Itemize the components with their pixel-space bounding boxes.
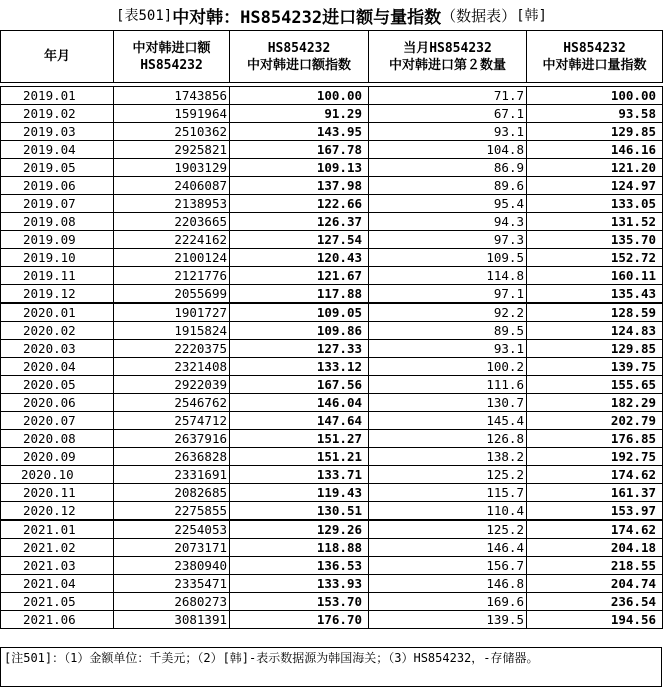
cell-import-value: 2637916 bbox=[114, 430, 230, 448]
cell-quantity-index: 161.37 bbox=[527, 484, 663, 502]
cell-value-index: 176.70 bbox=[230, 611, 369, 629]
cell-import-value: 2331691 bbox=[114, 466, 230, 484]
cell-value-index: 167.78 bbox=[230, 141, 369, 159]
cell-month: 2021.04 bbox=[1, 575, 114, 593]
cell-quantity-index: 124.83 bbox=[527, 322, 663, 340]
cell-quantity-index: 160.11 bbox=[527, 267, 663, 285]
cell-value-index: 147.64 bbox=[230, 412, 369, 430]
cell-quantity: 125.2 bbox=[369, 520, 527, 539]
cell-import-value: 1901727 bbox=[114, 303, 230, 322]
table-row bbox=[1, 575, 663, 593]
cell-quantity-index: 93.58 bbox=[527, 105, 663, 123]
cell-month: 2019.04 bbox=[1, 141, 114, 159]
cell-quantity: 126.8 bbox=[369, 430, 527, 448]
cell-quantity: 93.1 bbox=[369, 123, 527, 141]
cell-month: 2020.04 bbox=[1, 358, 114, 376]
cell-import-value: 1903129 bbox=[114, 159, 230, 177]
cell-month: 2019.09 bbox=[1, 231, 114, 249]
header-value-index-line2: 中对韩进口额指数 bbox=[246, 57, 351, 73]
cell-quantity: 110.4 bbox=[369, 502, 527, 521]
table-row bbox=[1, 141, 663, 159]
cell-month: 2020.01 bbox=[1, 303, 114, 322]
cell-quantity-index: 204.18 bbox=[527, 539, 663, 557]
table-row bbox=[1, 340, 663, 358]
cell-value-index: 153.70 bbox=[230, 593, 369, 611]
cell-value-index: 126.37 bbox=[230, 213, 369, 231]
table-row bbox=[1, 303, 663, 322]
cell-value-index: 119.43 bbox=[230, 484, 369, 502]
cell-month: 2020.07 bbox=[1, 412, 114, 430]
cell-month: 2019.05 bbox=[1, 159, 114, 177]
cell-month: 2019.12 bbox=[1, 285, 114, 304]
header-value-index bbox=[230, 31, 369, 83]
cell-quantity: 146.4 bbox=[369, 539, 527, 557]
cell-month: 2019.10 bbox=[1, 249, 114, 267]
cell-value-index: 137.98 bbox=[230, 177, 369, 195]
cell-quantity: 115.7 bbox=[369, 484, 527, 502]
cell-month: 2020.05 bbox=[1, 376, 114, 394]
cell-quantity: 94.3 bbox=[369, 213, 527, 231]
table-title bbox=[0, 0, 663, 30]
table-row bbox=[1, 105, 663, 123]
cell-import-value: 2275855 bbox=[114, 502, 230, 521]
cell-value-index: 133.71 bbox=[230, 466, 369, 484]
cell-quantity-index: 139.75 bbox=[527, 358, 663, 376]
cell-month: 2021.02 bbox=[1, 539, 114, 557]
cell-quantity: 86.9 bbox=[369, 159, 527, 177]
cell-quantity: 111.6 bbox=[369, 376, 527, 394]
table-row bbox=[1, 249, 663, 267]
cell-value-index: 120.43 bbox=[230, 249, 369, 267]
cell-quantity-index: 176.85 bbox=[527, 430, 663, 448]
cell-import-value: 2220375 bbox=[114, 340, 230, 358]
table-row bbox=[1, 358, 663, 376]
table-row bbox=[1, 520, 663, 539]
cell-import-value: 2203665 bbox=[114, 213, 230, 231]
cell-value-index: 129.26 bbox=[230, 520, 369, 539]
cell-import-value: 2406087 bbox=[114, 177, 230, 195]
cell-quantity: 71.7 bbox=[369, 87, 527, 105]
cell-value-index: 100.00 bbox=[230, 87, 369, 105]
cell-value-index: 143.95 bbox=[230, 123, 369, 141]
cell-quantity-index: 174.62 bbox=[527, 520, 663, 539]
header-quantity-index bbox=[527, 31, 663, 83]
cell-quantity-index: 192.75 bbox=[527, 448, 663, 466]
cell-quantity: 146.8 bbox=[369, 575, 527, 593]
cell-quantity-index: 182.29 bbox=[527, 394, 663, 412]
table-row bbox=[1, 177, 663, 195]
cell-value-index: 117.88 bbox=[230, 285, 369, 304]
cell-quantity-index: 100.00 bbox=[527, 87, 663, 105]
cell-quantity-index: 153.97 bbox=[527, 502, 663, 521]
cell-quantity-index: 128.59 bbox=[527, 303, 663, 322]
table-row bbox=[1, 430, 663, 448]
data-table bbox=[0, 30, 663, 629]
cell-value-index: 136.53 bbox=[230, 557, 369, 575]
cell-import-value: 2138953 bbox=[114, 195, 230, 213]
cell-quantity-index: 174.62 bbox=[527, 466, 663, 484]
cell-quantity: 138.2 bbox=[369, 448, 527, 466]
cell-quantity-index: 218.55 bbox=[527, 557, 663, 575]
cell-quantity: 67.1 bbox=[369, 105, 527, 123]
cell-quantity: 97.3 bbox=[369, 231, 527, 249]
cell-month: 2019.11 bbox=[1, 267, 114, 285]
table-row bbox=[1, 611, 663, 629]
cell-month: 2020.02 bbox=[1, 322, 114, 340]
cell-import-value: 2321408 bbox=[114, 358, 230, 376]
header-import-value-line2: HS854232 bbox=[140, 57, 203, 73]
cell-month: 2021.01 bbox=[1, 520, 114, 539]
cell-month: 2020.10 bbox=[1, 466, 114, 484]
cell-quantity-index: 135.43 bbox=[527, 285, 663, 304]
cell-month: 2021.03 bbox=[1, 557, 114, 575]
cell-month: 2020.09 bbox=[1, 448, 114, 466]
header-quantity bbox=[369, 31, 527, 83]
cell-quantity: 93.1 bbox=[369, 340, 527, 358]
cell-month: 2019.01 bbox=[1, 87, 114, 105]
header-import-value-line1: 中对韩进口额 bbox=[132, 40, 211, 56]
cell-quantity-index: 204.74 bbox=[527, 575, 663, 593]
cell-import-value: 2100124 bbox=[114, 249, 230, 267]
cell-import-value: 2922039 bbox=[114, 376, 230, 394]
cell-quantity: 89.6 bbox=[369, 177, 527, 195]
cell-quantity-index: 202.79 bbox=[527, 412, 663, 430]
header-value-index-line1: HS854232 bbox=[267, 40, 331, 56]
cell-month: 2019.08 bbox=[1, 213, 114, 231]
cell-quantity: 130.7 bbox=[369, 394, 527, 412]
cell-import-value: 1743856 bbox=[114, 87, 230, 105]
table-row bbox=[1, 159, 663, 177]
cell-import-value: 2636828 bbox=[114, 448, 230, 466]
header-quantity-index-line1: HS854232 bbox=[563, 40, 626, 56]
cell-value-index: 118.88 bbox=[230, 539, 369, 557]
table-row bbox=[1, 557, 663, 575]
table-row bbox=[1, 502, 663, 521]
cell-quantity: 114.8 bbox=[369, 267, 527, 285]
table-row bbox=[1, 213, 663, 231]
table-row bbox=[1, 376, 663, 394]
cell-quantity-index: 152.72 bbox=[527, 249, 663, 267]
title-subtitle: （数据表） bbox=[441, 6, 517, 25]
table-row bbox=[1, 593, 663, 611]
cell-value-index: 127.33 bbox=[230, 340, 369, 358]
cell-import-value: 3081391 bbox=[114, 611, 230, 629]
table-row bbox=[1, 466, 663, 484]
header-quantity-line2: 中对韩进口第２数量 bbox=[388, 57, 506, 73]
cell-quantity: 125.2 bbox=[369, 466, 527, 484]
cell-quantity-index: 155.65 bbox=[527, 376, 663, 394]
cell-quantity: 100.2 bbox=[369, 358, 527, 376]
header-month: 年月 bbox=[1, 31, 114, 83]
cell-value-index: 121.67 bbox=[230, 267, 369, 285]
table-row bbox=[1, 285, 663, 304]
header-quantity-index-line2: 中对韩进口量指数 bbox=[542, 57, 647, 73]
cell-quantity-index: 131.52 bbox=[527, 213, 663, 231]
cell-value-index: 109.86 bbox=[230, 322, 369, 340]
table-body bbox=[1, 83, 663, 629]
title-prefix: [表501] bbox=[116, 8, 173, 24]
table-row bbox=[1, 231, 663, 249]
cell-import-value: 2680273 bbox=[114, 593, 230, 611]
cell-import-value: 2925821 bbox=[114, 141, 230, 159]
header-quantity-line1: 当月HS854232 bbox=[403, 40, 492, 56]
cell-value-index: 109.05 bbox=[230, 303, 369, 322]
footnote: [注501]：（1）金额单位：千美元；（2）[韩]-表示数据源为韩国海关；（3）HS854232，-存储器。 bbox=[0, 647, 662, 687]
cell-quantity: 156.7 bbox=[369, 557, 527, 575]
table-row bbox=[1, 394, 663, 412]
cell-quantity: 169.6 bbox=[369, 593, 527, 611]
table-row bbox=[1, 322, 663, 340]
cell-quantity: 95.4 bbox=[369, 195, 527, 213]
cell-value-index: 127.54 bbox=[230, 231, 369, 249]
table-row bbox=[1, 539, 663, 557]
cell-value-index: 133.93 bbox=[230, 575, 369, 593]
cell-import-value: 2380940 bbox=[114, 557, 230, 575]
header-import-value bbox=[114, 31, 230, 83]
cell-value-index: 109.13 bbox=[230, 159, 369, 177]
cell-value-index: 91.29 bbox=[230, 105, 369, 123]
cell-quantity: 89.5 bbox=[369, 322, 527, 340]
cell-import-value: 2510362 bbox=[114, 123, 230, 141]
cell-quantity-index: 129.85 bbox=[527, 340, 663, 358]
cell-value-index: 151.27 bbox=[230, 430, 369, 448]
cell-import-value: 2335471 bbox=[114, 575, 230, 593]
header-row bbox=[1, 31, 663, 83]
cell-month: 2020.11 bbox=[1, 484, 114, 502]
cell-month: 2019.02 bbox=[1, 105, 114, 123]
cell-import-value: 2055699 bbox=[114, 285, 230, 304]
cell-month: 2020.03 bbox=[1, 340, 114, 358]
cell-quantity: 92.2 bbox=[369, 303, 527, 322]
cell-month: 2021.05 bbox=[1, 593, 114, 611]
cell-quantity-index: 146.16 bbox=[527, 141, 663, 159]
cell-import-value: 2121776 bbox=[114, 267, 230, 285]
cell-quantity: 145.4 bbox=[369, 412, 527, 430]
cell-month: 2020.08 bbox=[1, 430, 114, 448]
cell-quantity: 97.1 bbox=[369, 285, 527, 304]
title-main: 中对韩：HS854232进口额与量指数 bbox=[172, 7, 442, 28]
cell-month: 2021.06 bbox=[1, 611, 114, 629]
table-row bbox=[1, 87, 663, 105]
cell-import-value: 1915824 bbox=[114, 322, 230, 340]
cell-quantity-index: 133.05 bbox=[527, 195, 663, 213]
cell-value-index: 122.66 bbox=[230, 195, 369, 213]
cell-import-value: 2073171 bbox=[114, 539, 230, 557]
cell-month: 2019.07 bbox=[1, 195, 114, 213]
cell-value-index: 133.12 bbox=[230, 358, 369, 376]
table-row bbox=[1, 484, 663, 502]
cell-value-index: 130.51 bbox=[230, 502, 369, 521]
title-source-tag: [韩] bbox=[516, 8, 547, 24]
cell-import-value: 1591964 bbox=[114, 105, 230, 123]
cell-import-value: 2254053 bbox=[114, 520, 230, 539]
cell-quantity-index: 124.97 bbox=[527, 177, 663, 195]
cell-quantity: 139.5 bbox=[369, 611, 527, 629]
cell-quantity: 109.5 bbox=[369, 249, 527, 267]
cell-quantity: 104.8 bbox=[369, 141, 527, 159]
cell-value-index: 167.56 bbox=[230, 376, 369, 394]
cell-month: 2020.12 bbox=[1, 502, 114, 521]
cell-value-index: 146.04 bbox=[230, 394, 369, 412]
cell-import-value: 2546762 bbox=[114, 394, 230, 412]
cell-quantity-index: 129.85 bbox=[527, 123, 663, 141]
cell-quantity-index: 236.54 bbox=[527, 593, 663, 611]
table-row bbox=[1, 448, 663, 466]
cell-import-value: 2224162 bbox=[114, 231, 230, 249]
cell-import-value: 2082685 bbox=[114, 484, 230, 502]
table-row bbox=[1, 123, 663, 141]
cell-import-value: 2574712 bbox=[114, 412, 230, 430]
cell-quantity-index: 121.20 bbox=[527, 159, 663, 177]
cell-month: 2019.03 bbox=[1, 123, 114, 141]
cell-month: 2019.06 bbox=[1, 177, 114, 195]
cell-quantity-index: 135.70 bbox=[527, 231, 663, 249]
table-row bbox=[1, 267, 663, 285]
table-row bbox=[1, 412, 663, 430]
cell-value-index: 151.21 bbox=[230, 448, 369, 466]
cell-month: 2020.06 bbox=[1, 394, 114, 412]
table-row bbox=[1, 195, 663, 213]
cell-quantity-index: 194.56 bbox=[527, 611, 663, 629]
